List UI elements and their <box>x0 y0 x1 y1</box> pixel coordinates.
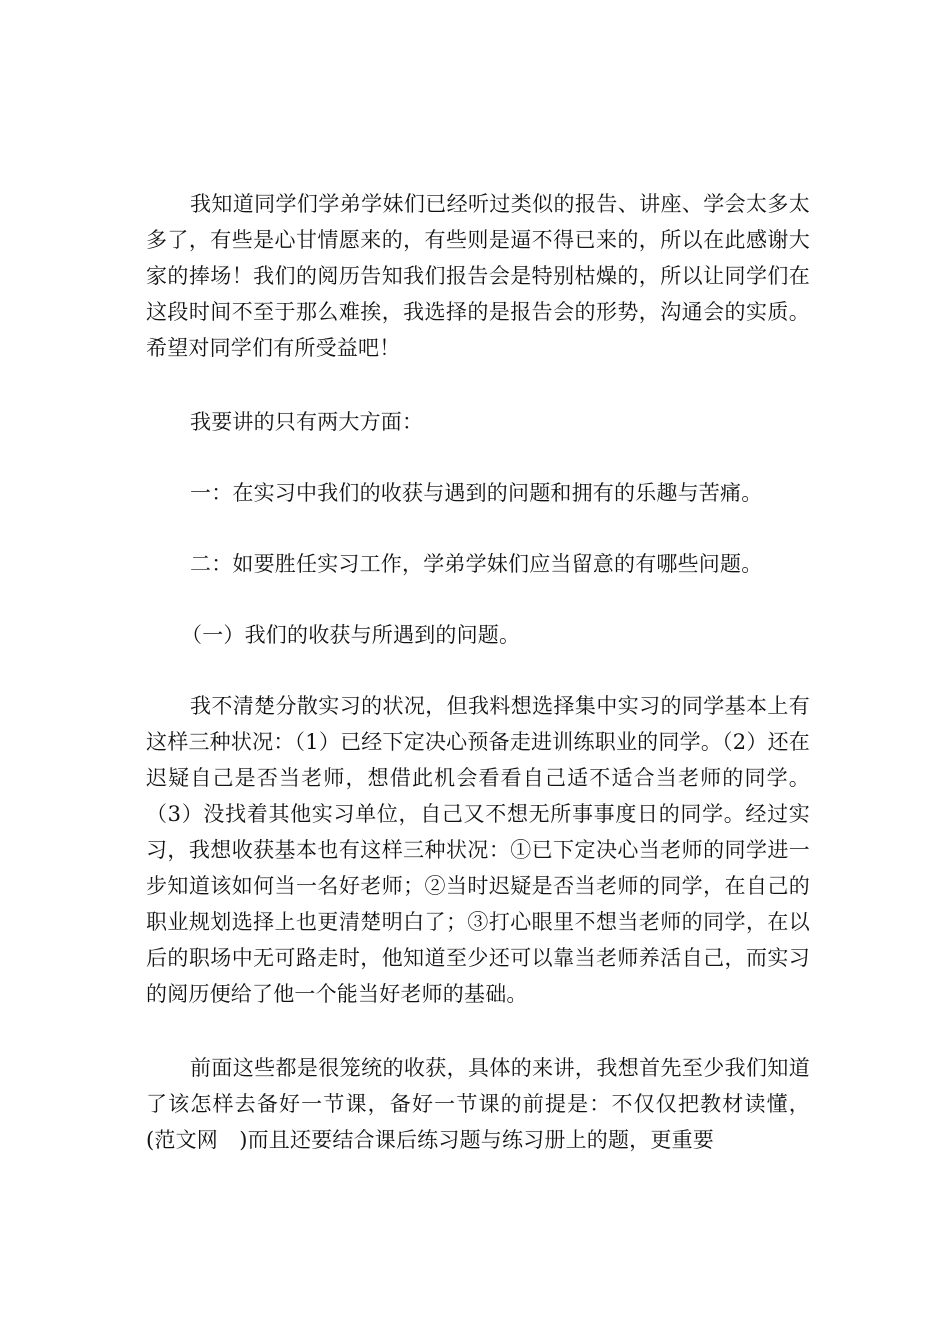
section-heading-one: （一）我们的收获与所遇到的问题。 <box>181 623 521 647</box>
paragraph-aspect-one: 一：在实习中我们的收获与遇到的问题和拥有的乐趣与苦痛。 <box>190 481 763 505</box>
paragraph-lesson-prep: 前面这些都是很笼统的收获，具体的来讲，我想首先至少我们知道了该怎样去备好一节课，备好一节课的前提是：不仅仅把教材读懂，(范文网 )而且还要结合课后练习题与练习册上的题，更重要 <box>146 1056 810 1152</box>
paragraph-two-aspects: 我要讲的只有两大方面： <box>190 410 424 434</box>
paragraph-situations: 我不清楚分散实习的状况，但我料想选择集中实习的同学基本上有这样三种状况：（1）已经下定决心预备走进训练职业的同学。（2）还在迟疑自己是否当老师，想借此机会看看自己适不适合当老师的同学。（3）没找着其他实习单位，自己又不想无所事事度日的同学。经过实习，我想收获基本也有这样三种状况：①已下定决心当老师的同学进一步知道该如何当一名好老师；②当时迟疑是否当老师的同学，在自己的职业规划选择上也更清楚明白了；③打心眼里不想当老师的同学，在以后的职场中无可路走时，他知道至少还可以靠当老师养活自己，而实习的阅历便给了他一个能当好老师的基础。 <box>146 694 810 1006</box>
paragraph-aspect-two: 二：如要胜任实习工作，学弟学妹们应当留意的有哪些问题。 <box>190 552 763 576</box>
paragraph-intro: 我知道同学们学弟学妹们已经听过类似的报告、讲座、学会太多太多了，有些是心甘情愿来的，有些则是逼不得已来的，所以在此感谢大家的捧场！我们的阅历告知我们报告会是特别枯燥的，所以让同学们在这段时间不至于那么难挨，我选择的是报告会的形势，沟通会的实质。希望对同学们有所受益吧！ <box>146 192 810 360</box>
